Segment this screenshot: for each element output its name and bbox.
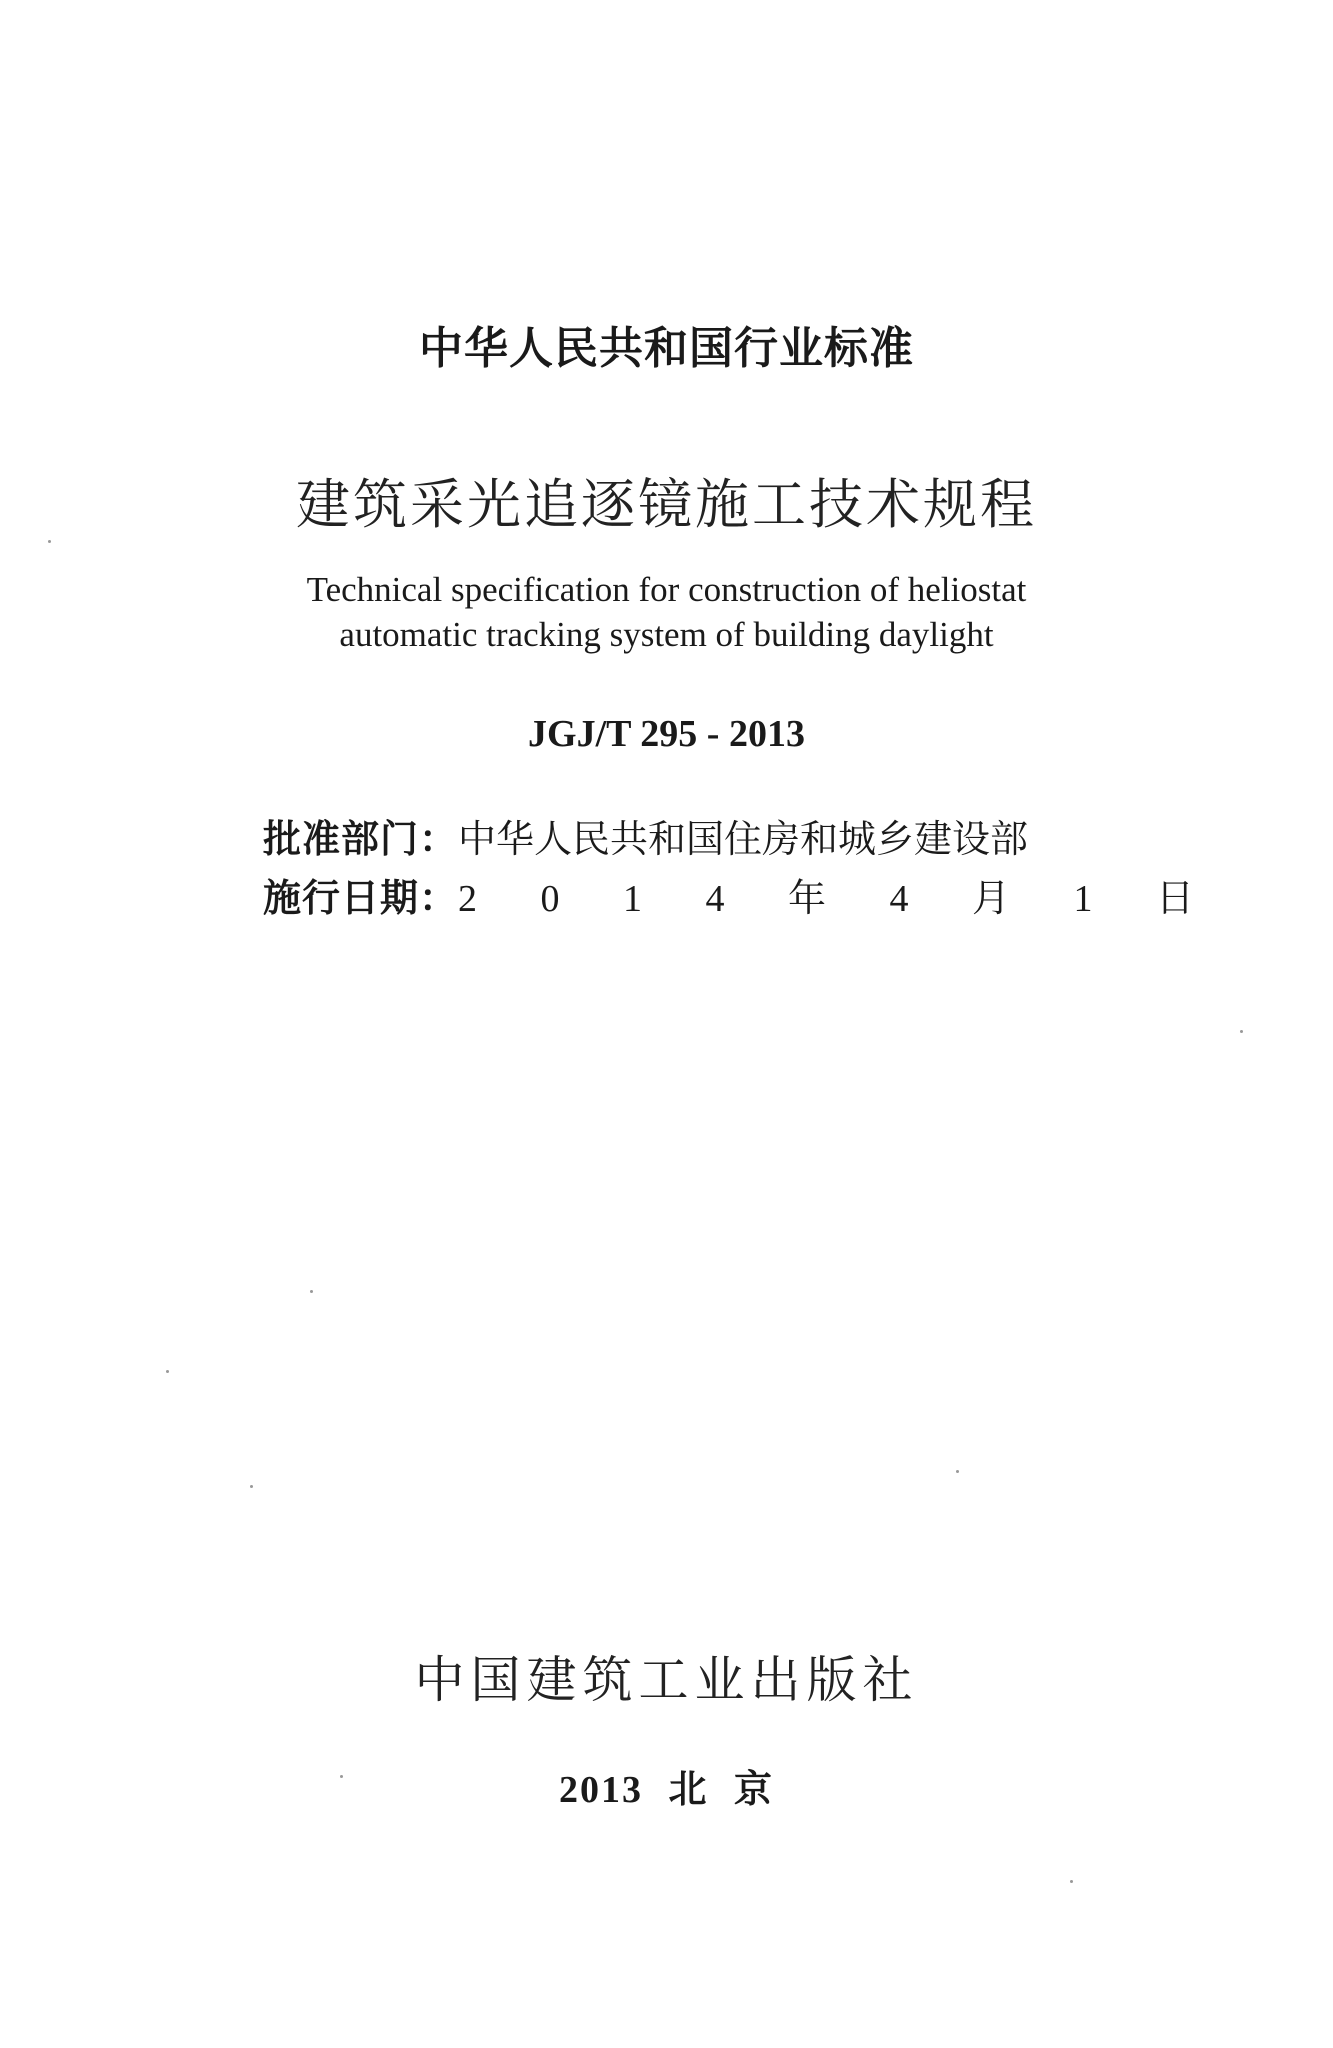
publisher-name: 中国建筑工业出版社 [414, 1651, 919, 1709]
effective-date-value: 2 0 1 4 年 4 月 1 日 [458, 878, 1211, 920]
scan-speck [1070, 1880, 1073, 1883]
scan-speck [956, 1470, 959, 1473]
standard-code: JGJ/T 295 - 2013 [528, 713, 805, 755]
scan-speck [250, 1485, 253, 1488]
scan-speck [310, 1290, 313, 1293]
publication-year-place: 2013 北 京 [558, 1769, 774, 1811]
effective-date-label: 施行日期： [263, 876, 459, 920]
effective-date-row [263, 867, 1211, 922]
approver-value: 中华人民共和国住房和城乡建设部 [458, 817, 1029, 861]
document-title-english-line-2: automatic tracking system of building daylight [339, 615, 994, 654]
document-title-chinese: 建筑采光追逐镜施工技术规程 [296, 473, 1037, 536]
approver-row [263, 808, 1043, 863]
scan-speck [48, 540, 51, 543]
scan-speck [1240, 1030, 1243, 1033]
scan-speck [340, 1775, 343, 1778]
standard-series-heading: 中华人民共和国行业标准 [419, 323, 914, 374]
scan-speck [166, 1370, 169, 1373]
approver-label: 批准部门： [263, 817, 459, 861]
document-title-english-line-1: Technical specification for construction of heliostat [306, 570, 1027, 609]
